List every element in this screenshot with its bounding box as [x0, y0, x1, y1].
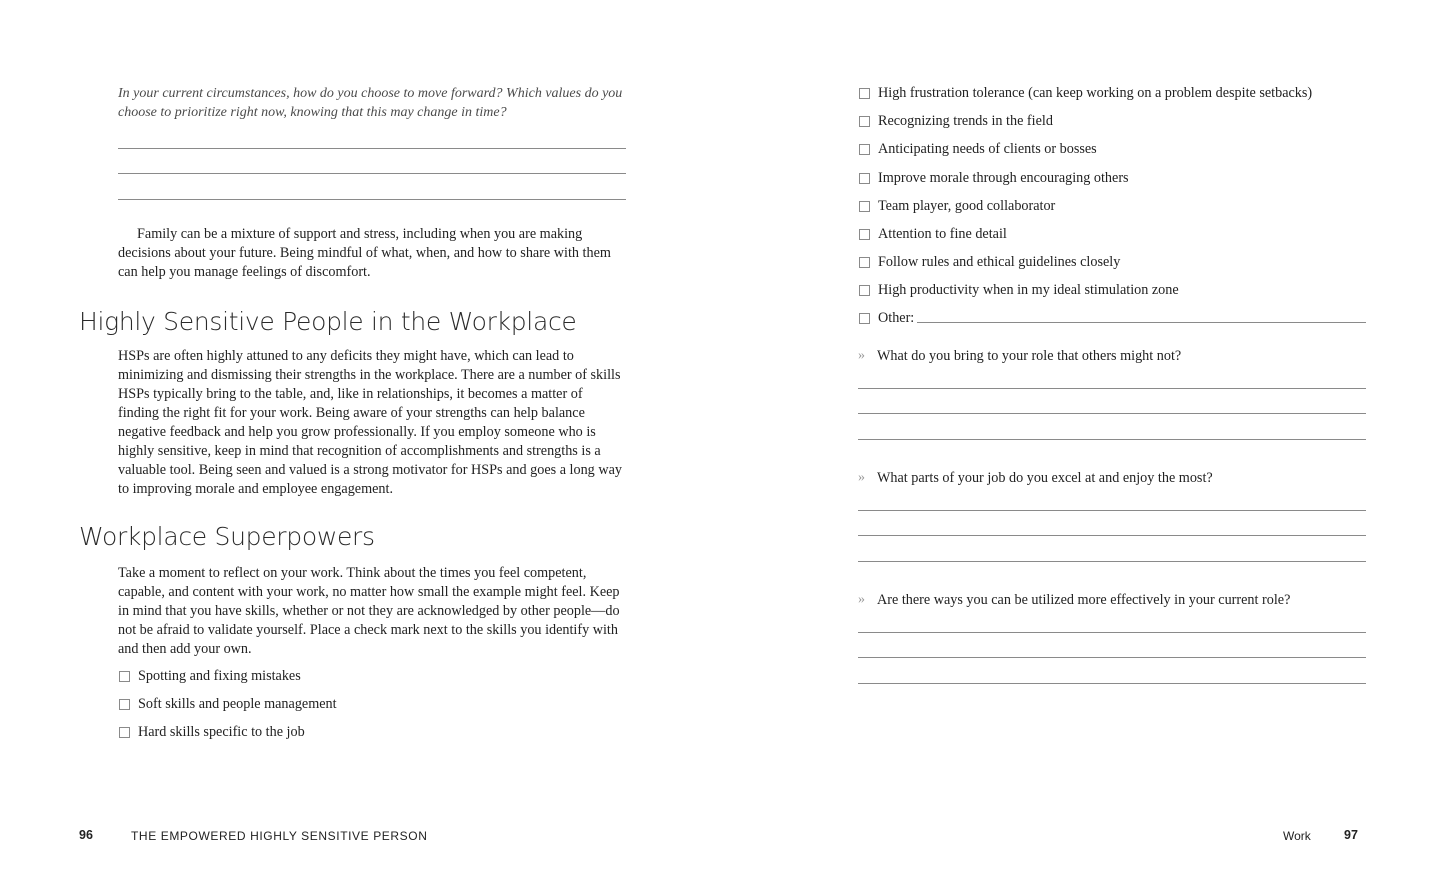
writing-line[interactable]: [858, 510, 1366, 511]
writing-line[interactable]: [858, 683, 1366, 684]
reflection-prompt: In your current circumstances, how do you choose to move forward? Which values do you choose to prioritize right now, knowing that this may change in time?: [118, 86, 623, 120]
question-item: [858, 346, 1181, 366]
other-writing-line[interactable]: [917, 322, 1366, 323]
checklist-label: High productivity when in my ideal stimulation zone: [878, 281, 1179, 298]
superpowers-paragraph: Take a moment to reflect on your work. Think about the times you feel competent, capable, and content with your work, no matter how small the example might feel. Keep in mind that you have skills, whether or not they are acknowledged by other people—do not be afraid to validate yourself. Place a check mark next to the skills you identify with and then add your own.: [118, 565, 620, 657]
checklist-item[interactable]: [859, 196, 1055, 216]
checkbox[interactable]: [859, 88, 870, 99]
checklist-item-other[interactable]: [859, 308, 914, 328]
checkbox[interactable]: [859, 116, 870, 127]
checkbox[interactable]: [859, 144, 870, 155]
writing-line[interactable]: [858, 413, 1366, 414]
checklist-label: Team player, good collaborator: [878, 197, 1056, 214]
checkbox[interactable]: [119, 671, 130, 682]
writing-line[interactable]: [858, 657, 1366, 658]
checkbox[interactable]: [859, 229, 870, 240]
checklist-item[interactable]: [859, 280, 1179, 300]
checklist-item[interactable]: [859, 224, 1007, 244]
question-text: Are there ways you can be utilized more effectively in your current role?: [877, 591, 1291, 608]
writing-line[interactable]: [858, 388, 1366, 389]
chevron-right-icon: »: [858, 470, 865, 485]
checklist-label: High frustration tolerance (can keep working on a problem despite setbacks): [878, 84, 1313, 101]
checkbox[interactable]: [119, 727, 130, 738]
running-title: THE EMPOWERED HIGHLY SENSITIVE PERSON: [131, 829, 428, 843]
right-page: [722, 0, 1445, 891]
family-paragraph: Family can be a mixture of support and stress, including when you are making decisions about your future. Being mindful of what, when, and how to share with them can help you manage feelings of discomfort.: [118, 226, 611, 280]
writing-line[interactable]: [118, 148, 626, 149]
hsp-paragraph: HSPs are often highly attuned to any deficits they might have, which can lead to minimizing and dismissing their strengths in the workplace. There are a number of skills HSPs typically bring to the table, and, like in relationships, it becomes a matter of finding the right fit for your work. Being aware of your strengths can help balance negative feedback and help you grow professionally. If you employ someone who is highly sensitive, keep in mind that recognition of accomplishments and strengths is a valuable tool. Being seen and valued is a strong motivator for HSPs and goes a long way to improving morale and employee engagement.: [118, 348, 622, 497]
checklist-label: Improve morale through encouraging others: [878, 169, 1129, 186]
checkbox[interactable]: [859, 201, 870, 212]
writing-line[interactable]: [858, 632, 1366, 633]
checklist-item[interactable]: [859, 83, 1312, 103]
checkbox[interactable]: [859, 173, 870, 184]
checklist-label: Soft skills and people management: [138, 695, 337, 712]
checklist-label: Follow rules and ethical guidelines closely: [878, 253, 1121, 270]
writing-line[interactable]: [858, 535, 1366, 536]
other-label: Other:: [878, 309, 915, 326]
checkbox[interactable]: [859, 313, 870, 324]
writing-line[interactable]: [858, 439, 1366, 440]
writing-line[interactable]: [118, 173, 626, 174]
checklist-label: Attention to fine detail: [878, 225, 1007, 242]
chevron-right-icon: »: [858, 592, 865, 607]
page-number: 97: [1344, 828, 1358, 842]
checklist-item[interactable]: [119, 694, 337, 714]
question-item: [858, 590, 1290, 610]
checklist-item[interactable]: [859, 252, 1120, 272]
heading-hsp-workplace: Highly Sensitive People in the Workplace: [79, 307, 577, 336]
checklist-item[interactable]: [119, 722, 305, 742]
checklist-item[interactable]: [859, 111, 1053, 131]
question-item: [858, 468, 1213, 488]
checklist-item[interactable]: [859, 139, 1097, 159]
checklist-item[interactable]: [119, 666, 301, 686]
writing-line[interactable]: [118, 199, 626, 200]
checklist-item[interactable]: [859, 168, 1129, 188]
page-number: 96: [79, 828, 93, 842]
question-text: What parts of your job do you excel at and enjoy the most?: [877, 469, 1213, 486]
checklist-label: Hard skills specific to the job: [138, 723, 305, 740]
question-text: What do you bring to your role that others might not?: [877, 347, 1182, 364]
writing-line[interactable]: [858, 561, 1366, 562]
section-label: Work: [1283, 829, 1311, 843]
checkbox[interactable]: [859, 285, 870, 296]
heading-workplace-superpowers: Workplace Superpowers: [79, 522, 375, 551]
chevron-right-icon: »: [858, 348, 865, 363]
checkbox[interactable]: [859, 257, 870, 268]
checklist-label: Recognizing trends in the field: [878, 112, 1053, 129]
checkbox[interactable]: [119, 699, 130, 710]
left-page: [0, 0, 722, 891]
checklist-label: Spotting and fixing mistakes: [138, 667, 301, 684]
checklist-label: Anticipating needs of clients or bosses: [878, 140, 1097, 157]
